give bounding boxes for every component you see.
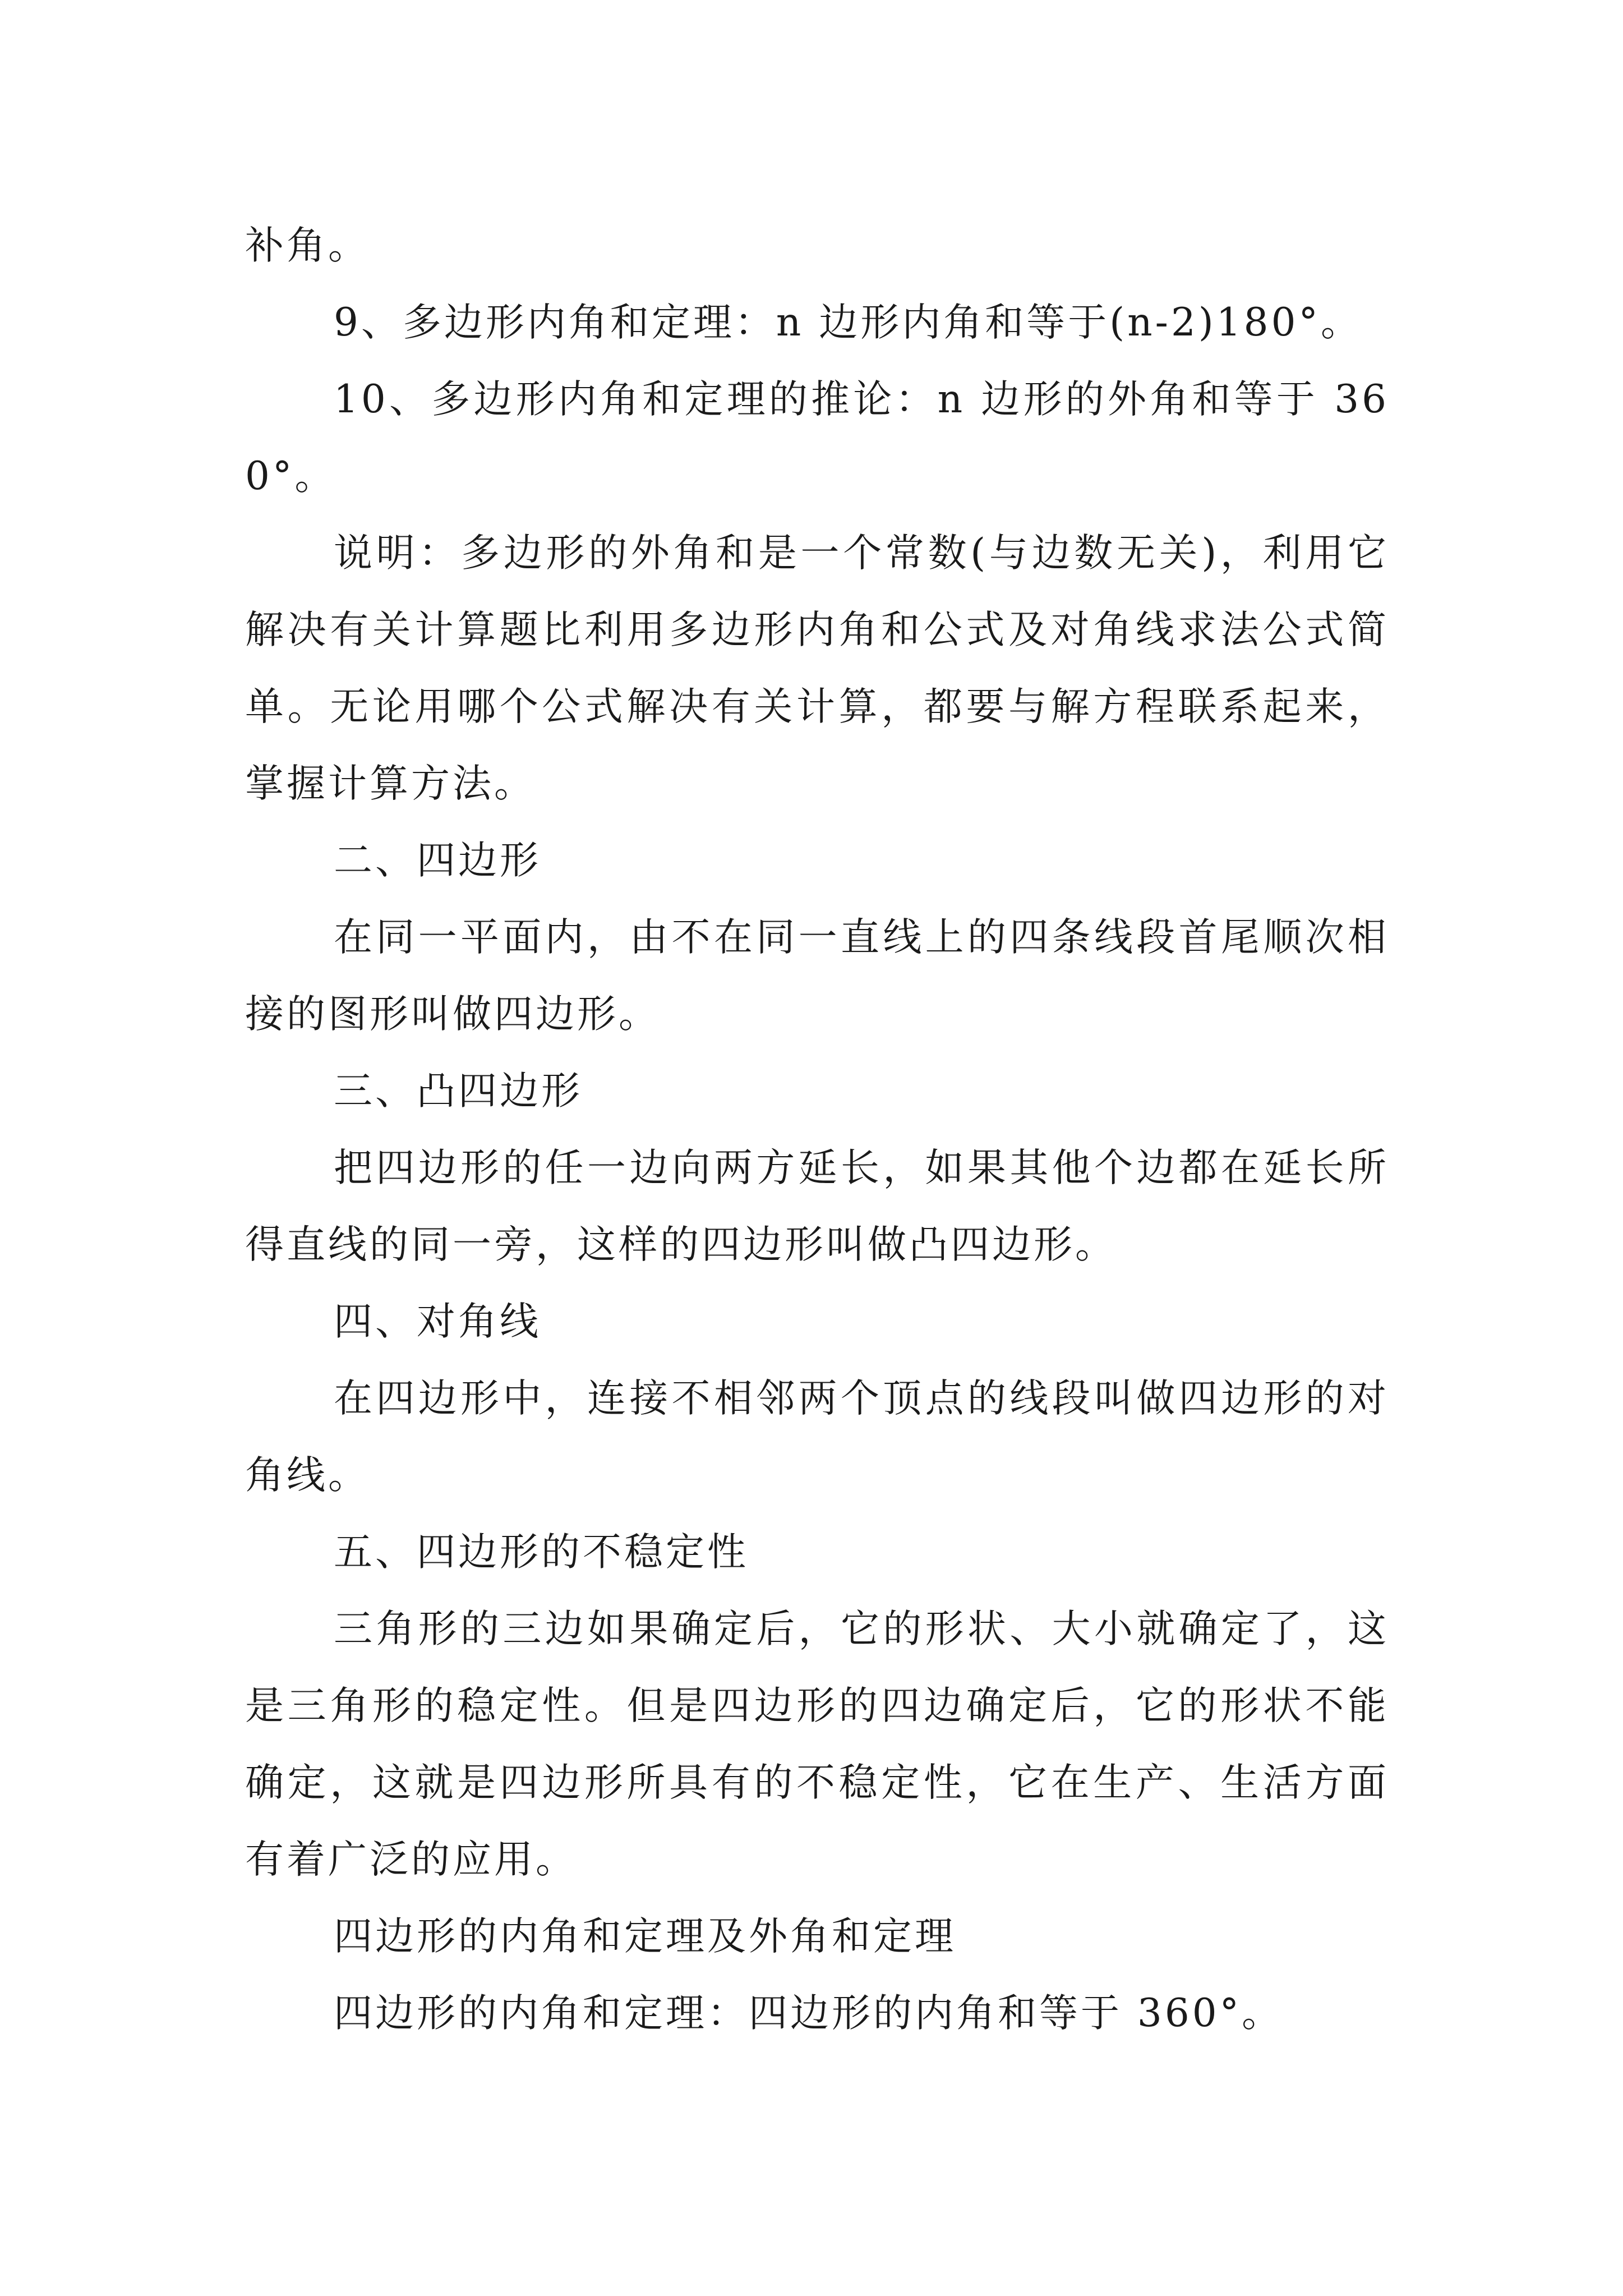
section-heading-angle-sum-theorems: 四边形的内角和定理及外角和定理 (334, 1914, 956, 1959)
paragraph-theorem-10: 10、多边形内角和定理的推论：n 边形的外角和等于 360°。 (245, 377, 1389, 499)
paragraph-diagonal-definition: 在四边形中，连接不相邻两个顶点的线段叫做四边形的对角线。 (245, 1376, 1389, 1498)
paragraph-quadrilateral-definition: 在同一平面内，由不在同一直线上的四条线段首尾顺次相接的图形叫做四边形。 (245, 915, 1389, 1037)
paragraph-explanation: 说明：多边形的外角和是一个常数(与边数无关)，利用它解决有关计算题比利用多边形内角和公式及对角线求法公式简单。无论用哪个公式解决有关计算，都要与解方程联系起来，掌握计算方法。 (245, 531, 1389, 806)
paragraph-interior-angle-theorem: 四边形的内角和定理：四边形的内角和等于 360°。 (334, 1991, 1284, 2036)
paragraph-convex-definition: 把四边形的任一边向两方延长，如果其他个边都在延长所得直线的同一旁，这样的四边形叫做凸四边形。 (245, 1145, 1389, 1267)
paragraph-instability: 三角形的三边如果确定后，它的形状、大小就确定了，这是三角形的稳定性。但是四边形的四边确定后，它的形状不能确定，这就是四边形所具有的不稳定性，它在生产、生活方面有着广泛的应用。 (245, 1607, 1389, 1882)
section-heading-instability: 五、四边形的不稳定性 (334, 1530, 749, 1575)
section-heading-diagonal: 四、对角线 (334, 1299, 541, 1344)
paragraph-continuation: 补角。 (245, 223, 370, 268)
document-body (245, 208, 1389, 2052)
section-heading-convex-quadrilateral: 三、凸四边形 (334, 1069, 583, 1114)
paragraph-theorem-9: 9、多边形内角和定理：n 边形内角和等于(n-2)180°。 (334, 300, 1362, 345)
section-heading-quadrilateral: 二、四边形 (334, 838, 541, 883)
